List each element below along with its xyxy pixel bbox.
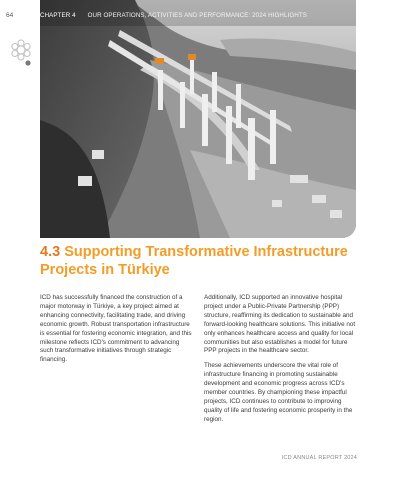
bridge-construction-photo (40, 0, 356, 238)
body-column-right (204, 294, 356, 431)
icd-emblem-icon (8, 38, 34, 68)
body-column-left (40, 294, 192, 371)
page-number: 64 (6, 12, 14, 19)
chapter-label: CHAPTER 4 (40, 12, 76, 19)
body-paragraph: These achievements underscore the vital role of infrastructure financing in promoting sustainable development and economic progress across ICD's member countries. By championing these impactful projects, ICD continues to contribute to improving quality of life and fostering economic prosperity in the region. (204, 362, 353, 423)
section-heading (40, 243, 360, 279)
report-footer: ICD ANNUAL REPORT 2024 (281, 455, 357, 461)
body-paragraph: ICD has successfully financed the construction of a major motorway in Türkiye, a key project aimed at enhancing connectivity, facilitating trade, and driving economic growth. Robust transportation infrastructure is essential for fostering economic integration, and this milestone reflects ICD's commitment to advancing such transformative initiatives through strategic financing. (40, 294, 192, 364)
chapter-title: OUR OPERATIONS, ACTIVITIES AND PERFORMANCE: 2024 HIGHLIGHTS (87, 12, 307, 19)
section-number: 4.3 (40, 244, 61, 260)
body-paragraph: Additionally, ICD supported an innovative hospital project under a Public-Private Partnership (PPP) structure, reaffirming its dedication to sustainable and forward-looking healthcare solutions. This initiative not only enhances healthcare access and quality for local communities but also establishes a model for future PPP projects in the healthcare sector. (204, 294, 356, 355)
chapter-header (40, 12, 307, 19)
section-title: Supporting Transformative Infrastructure Projects in Türkiye (40, 244, 348, 278)
